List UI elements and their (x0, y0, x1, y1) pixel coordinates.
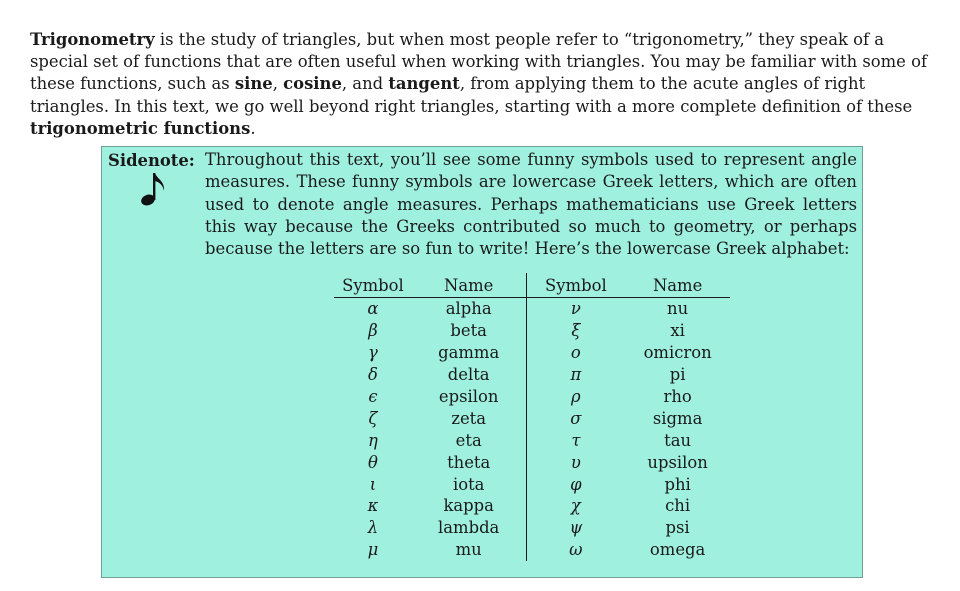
greek-symbol: γ (368, 343, 378, 363)
header-symbol: Symbol (334, 273, 412, 298)
table-row (334, 342, 730, 364)
table-row (334, 386, 730, 408)
intro-text-1: is the study of triangles, but when most people refer to “trigonometry,” they speak of a special set of functions that are often useful when working with triangles. You may be familiar with some of these functions, such as (30, 30, 928, 94)
greek-name: iota (452, 474, 485, 494)
header-name: Name (412, 273, 526, 298)
greek-symbol: ζ (368, 408, 378, 428)
table-row (334, 473, 730, 495)
greek-symbol: β (368, 321, 378, 341)
greek-symbol: θ (368, 452, 378, 472)
greek-name: chi (665, 496, 691, 516)
header-symbol: Symbol (526, 273, 625, 298)
greek-name: theta (447, 452, 491, 472)
sidenote-box (101, 146, 863, 578)
table-row (334, 298, 730, 320)
header-name: Name (625, 273, 730, 298)
table-row (334, 517, 730, 539)
greek-name: zeta (451, 408, 487, 428)
greek-name: psi (665, 518, 690, 538)
greek-symbol: τ (526, 429, 625, 451)
greek-name: sigma (652, 408, 703, 428)
intro-text-comma: , (272, 74, 284, 94)
greek-name: upsilon (647, 452, 708, 472)
table-header-row (334, 273, 730, 298)
sidenote-label: Sidenote: (108, 151, 195, 170)
greek-symbol: κ (367, 496, 379, 516)
sidenote-text: Throughout this text, you’ll see some funny symbols used to represent angle measures. These funny symbols are lowercase Greek letters, which are often used to denote angle measures. Perhaps mathematicians use Greek letters this way because the Greeks contributed so much to geometry, or perhaps because the letters are so fun to write! Here’s the lowercase Greek alphabet: (205, 150, 857, 259)
greek-symbol: ω (526, 539, 625, 561)
table-row (334, 451, 730, 473)
greek-name: alpha (445, 299, 492, 319)
greek-name: omega (649, 540, 706, 560)
eighth-note-icon (138, 169, 168, 209)
greek-symbol: σ (526, 407, 625, 429)
greek-name: phi (664, 474, 691, 494)
greek-name: mu (455, 540, 482, 560)
term-sine: sine (234, 74, 273, 94)
greek-name: delta (447, 365, 490, 385)
intro-text-and: , and (341, 74, 389, 94)
table-row (334, 320, 730, 342)
greek-symbol: α (367, 299, 379, 319)
greek-name: kappa (443, 496, 494, 516)
term-tangent: tangent (388, 74, 460, 94)
greek-symbol: φ (526, 473, 625, 495)
table-row (334, 407, 730, 429)
greek-symbol: ο (526, 342, 625, 364)
greek-symbol: υ (526, 451, 625, 473)
greek-name: xi (670, 321, 685, 341)
table-row (334, 364, 730, 386)
greek-name: lambda (438, 518, 500, 538)
term-cosine: cosine (283, 74, 342, 94)
greek-name: omicron (643, 343, 712, 363)
greek-symbol: π (526, 364, 625, 386)
greek-symbol: μ (367, 540, 379, 560)
table-row (334, 495, 730, 517)
greek-name: tau (664, 430, 692, 450)
greek-symbol: ρ (526, 386, 625, 408)
greek-symbol: ξ (526, 320, 625, 342)
greek-name: epsilon (438, 387, 499, 406)
greek-symbol: ϵ (368, 387, 378, 406)
greek-name: pi (669, 365, 686, 385)
greek-symbol: η (368, 430, 378, 450)
greek-symbol: δ (368, 365, 378, 385)
intro-text-2: , from applying them to the acute angles of right triangles. In this text, we go well beyond right triangles, starting with a more complete definition of these (30, 74, 913, 116)
term-trigonometry: Trigonometry (30, 30, 155, 49)
greek-name: nu (667, 299, 689, 319)
greek-symbol: χ (526, 495, 625, 517)
table-row (334, 539, 730, 561)
greek-symbol: λ (367, 518, 379, 538)
table-row (334, 429, 730, 451)
greek-name: beta (450, 321, 487, 341)
term-trigonometric-functions: trigonometric functions (30, 118, 251, 138)
intro-paragraph (30, 29, 940, 140)
greek-symbol: ν (526, 298, 625, 320)
greek-name: gamma (438, 343, 500, 363)
greek-symbol: ι (369, 474, 377, 494)
greek-name: eta (455, 430, 482, 450)
greek-symbol: ψ (526, 517, 625, 539)
greek-alphabet-table (334, 273, 730, 561)
greek-name: rho (663, 387, 692, 406)
intro-text-period: . (250, 118, 256, 138)
